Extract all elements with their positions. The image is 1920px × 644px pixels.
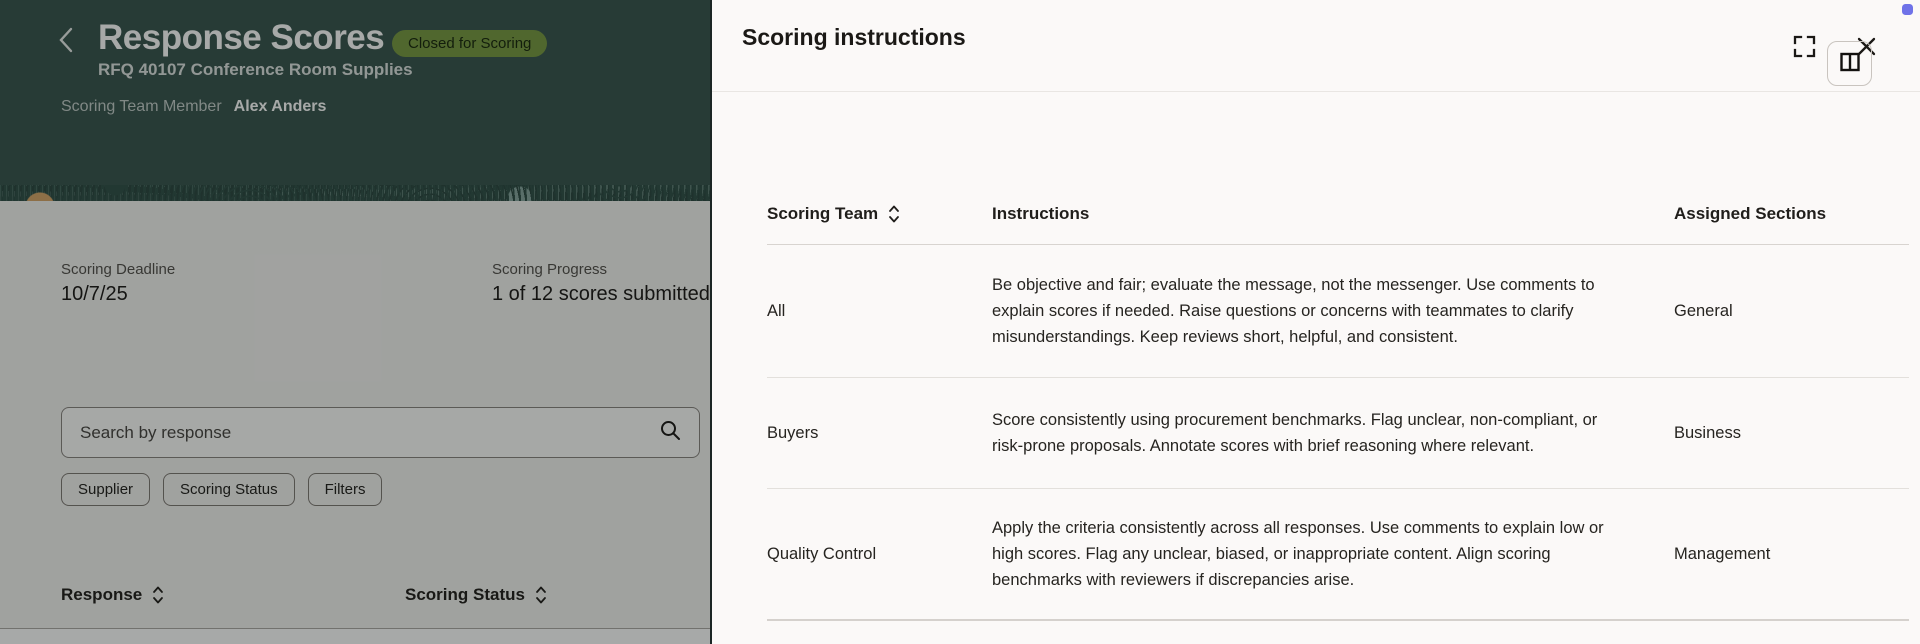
- scoring-deadline-value: 10/7/25: [61, 283, 128, 305]
- notification-dot: [1902, 4, 1913, 15]
- table-row-all[interactable]: [767, 245, 1909, 378]
- instructions-table-header: [767, 113, 1909, 245]
- filter-chip-filters[interactable]: Filters: [308, 473, 383, 506]
- sort-icon[interactable]: [888, 204, 900, 224]
- instructions-cell: Be objective and fair; evaluate the message, not the messenger. Use comments to explain scores if needed. Raise questions or concerns with teammates to clarify misunderstandings. Keep reviews short, helpful, and consistent.: [992, 276, 1595, 346]
- instructions-cell: Score consistently using procurement benchmarks. Flag unclear, non-compliant, or risk-prone proposals. Annotate scores with brief reasoning where relevant.: [992, 411, 1598, 455]
- columns-icon: [1838, 50, 1862, 77]
- table-row-quality-control[interactable]: [767, 489, 1909, 621]
- scoring-team-cell: All: [767, 302, 786, 320]
- filter-chip-supplier[interactable]: Supplier: [61, 473, 150, 506]
- column-header-scoring-status-label: Scoring Status: [405, 585, 525, 604]
- scoring-progress-label: Scoring Progress: [492, 261, 608, 278]
- expand-button[interactable]: [1782, 26, 1826, 70]
- fullscreen-icon: [1793, 35, 1816, 61]
- column-header-assigned-sections[interactable]: [1674, 204, 1909, 224]
- drawer-title: Scoring instructions: [742, 24, 966, 50]
- scoring-deadline-label: Scoring Deadline: [61, 261, 176, 278]
- manage-columns-button[interactable]: [1827, 41, 1872, 86]
- scoring-team-cell: Quality Control: [767, 545, 877, 563]
- instructions-cell: Apply the criteria consistently across all responses. Use comments to explain low or high scores. Flag any unclear, biased, or inappropriate content. Align scoring benchmarks with reviewers if discrepancies arise.: [992, 519, 1604, 589]
- table-row-buyers[interactable]: [767, 378, 1909, 489]
- assigned-sections-header-label: Assigned Sections: [1674, 204, 1827, 223]
- scoring-team-cell: Buyers: [767, 424, 819, 442]
- instructions-header-label: Instructions: [992, 204, 1090, 223]
- team-member-label: Scoring Team Member: [61, 98, 222, 115]
- page-title: Response Scores: [98, 18, 385, 57]
- scoring-team-header-label: Scoring Team: [767, 204, 879, 223]
- column-header-scoring-team[interactable]: [767, 204, 992, 224]
- assigned-sections-cell: Management: [1674, 545, 1771, 563]
- assigned-sections-cell: General: [1674, 302, 1733, 320]
- page-subtitle: RFQ 40107 Conference Room Supplies: [98, 60, 413, 79]
- scoring-progress-value: 1 of 12 scores submitted: [492, 283, 710, 305]
- column-header-instructions[interactable]: [992, 204, 1674, 224]
- filter-chip-scoring-status[interactable]: Scoring Status: [163, 473, 295, 506]
- scoring-instructions-drawer: [710, 0, 1920, 644]
- team-member-value: Alex Anders: [233, 98, 327, 115]
- column-header-response-label: Response: [61, 585, 143, 604]
- assigned-sections-cell: Business: [1674, 424, 1741, 442]
- scoring-instructions-table: [767, 113, 1909, 621]
- drawer-header: [712, 0, 1920, 92]
- status-badge: Closed for Scoring: [392, 30, 547, 57]
